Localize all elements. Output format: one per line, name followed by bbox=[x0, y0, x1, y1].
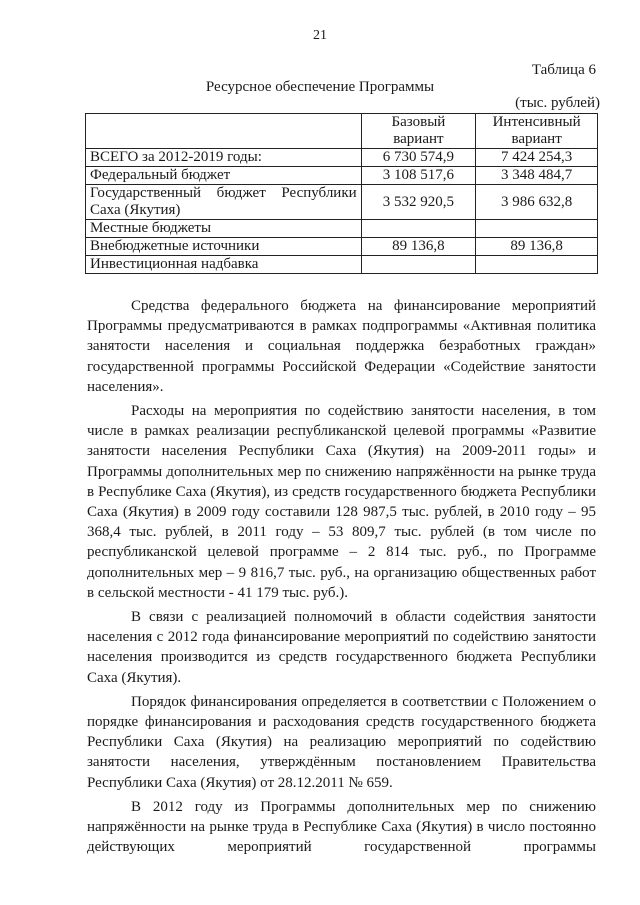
table-cell-intensive: 89 136,8 bbox=[476, 238, 598, 256]
table-cell-name: Федеральный бюджет bbox=[86, 167, 362, 185]
table-cell-intensive bbox=[476, 220, 598, 238]
table-cell-base bbox=[361, 220, 476, 238]
table-header-cell: Интенсивный вариант bbox=[476, 114, 598, 149]
table-cell-base: 6 730 574,9 bbox=[361, 149, 476, 167]
page-number: 21 bbox=[313, 28, 327, 43]
table-header-row bbox=[86, 114, 598, 149]
table-cell-base: 3 532 920,5 bbox=[361, 185, 476, 220]
paragraph: В связи с реализацией полномочий в области содействия занятости населения с 2012 года финансирование мероприятий по содействию занятости населения производится из средств государственного бюджета Республики Саха (Якутия). bbox=[87, 609, 596, 686]
table-cell-intensive: 3 348 484,7 bbox=[476, 167, 598, 185]
table-title: Ресурсное обеспечение Программы bbox=[205, 79, 435, 95]
table-cell-name: ВСЕГО за 2012-2019 годы: bbox=[86, 149, 362, 167]
table-cell-intensive: 7 424 254,3 bbox=[476, 149, 598, 167]
paragraph: Порядок финансирования определяется в соответствии с Положением о порядке финансирования и расходования средств государственного бюджета Республики Саха (Якутия) на реализацию мероприятий по содействию занятости населения, утверждённым постановлением Правительства Республики Саха (Якутия) от 28.12.2011 № 659. bbox=[87, 693, 596, 791]
paragraph: В 2012 году из Программы дополнительных мер по снижению напряжённости на рынке труда в Республике Саха (Якутия) в число постоянно действующих мероприятий государственной программы bbox=[87, 798, 596, 856]
table-cell-intensive bbox=[476, 256, 598, 274]
table-units: (тыс. рублей) bbox=[515, 95, 600, 111]
resource-table bbox=[85, 113, 598, 274]
table-header-cell: Базовый вариант bbox=[361, 114, 476, 149]
paragraph: Средства федерального бюджета на финансирование мероприятий Программы предусматриваются в рамках подпрограммы «Активная политика занятости населения и социальная поддержка безработных граждан» государственной программы Российской Федерации «Содействие занятости населения». bbox=[87, 298, 596, 395]
table-cell-base: 89 136,8 bbox=[361, 238, 476, 256]
table-cell-name: Внебюджетные источники bbox=[86, 238, 362, 256]
table-cell-base: 3 108 517,6 bbox=[361, 167, 476, 185]
table-row bbox=[86, 167, 598, 185]
table-cell-name: Местные бюджеты bbox=[86, 220, 362, 238]
table-row bbox=[86, 185, 598, 220]
table-cell-intensive: 3 986 632,8 bbox=[476, 185, 598, 220]
table-cell-base bbox=[361, 256, 476, 274]
body-text bbox=[87, 296, 596, 861]
table-cell-name: Инвестиционная надбавка bbox=[86, 256, 362, 274]
table-row bbox=[86, 220, 598, 238]
table-label: Таблица 6 bbox=[531, 62, 596, 78]
table-cell-name: Государственный бюджет Республики Саха (Якутия) bbox=[86, 185, 362, 220]
table-row bbox=[86, 149, 598, 167]
table-row bbox=[86, 256, 598, 274]
table-header-cell bbox=[86, 114, 362, 149]
table-row bbox=[86, 238, 598, 256]
paragraph: Расходы на мероприятия по содействию занятости населения, в том числе в рамках реализации республиканской целевой программы «Развитие занятости населения Республики Саха (Якутия) на 2009-2011 годы» и Программы дополнительных мер по снижению напряжённости на рынке труда в Республике Саха (Якутия), из средств государственного бюджета Республики Саха (Якутия) в 2009 году составили 128 987,5 тыс. рублей, в 2010 году – 95 368,4 тыс. рублей, в 2011 году – 53 809,7 тыс. рублей (в том числе по республиканской целевой программе – 2 814 тыс. руб., по Программе дополнительных мер – 9 816,7 тыс. руб., на организацию общественных работ в сельской местности - 41 179 тыс. руб.). bbox=[87, 403, 596, 601]
